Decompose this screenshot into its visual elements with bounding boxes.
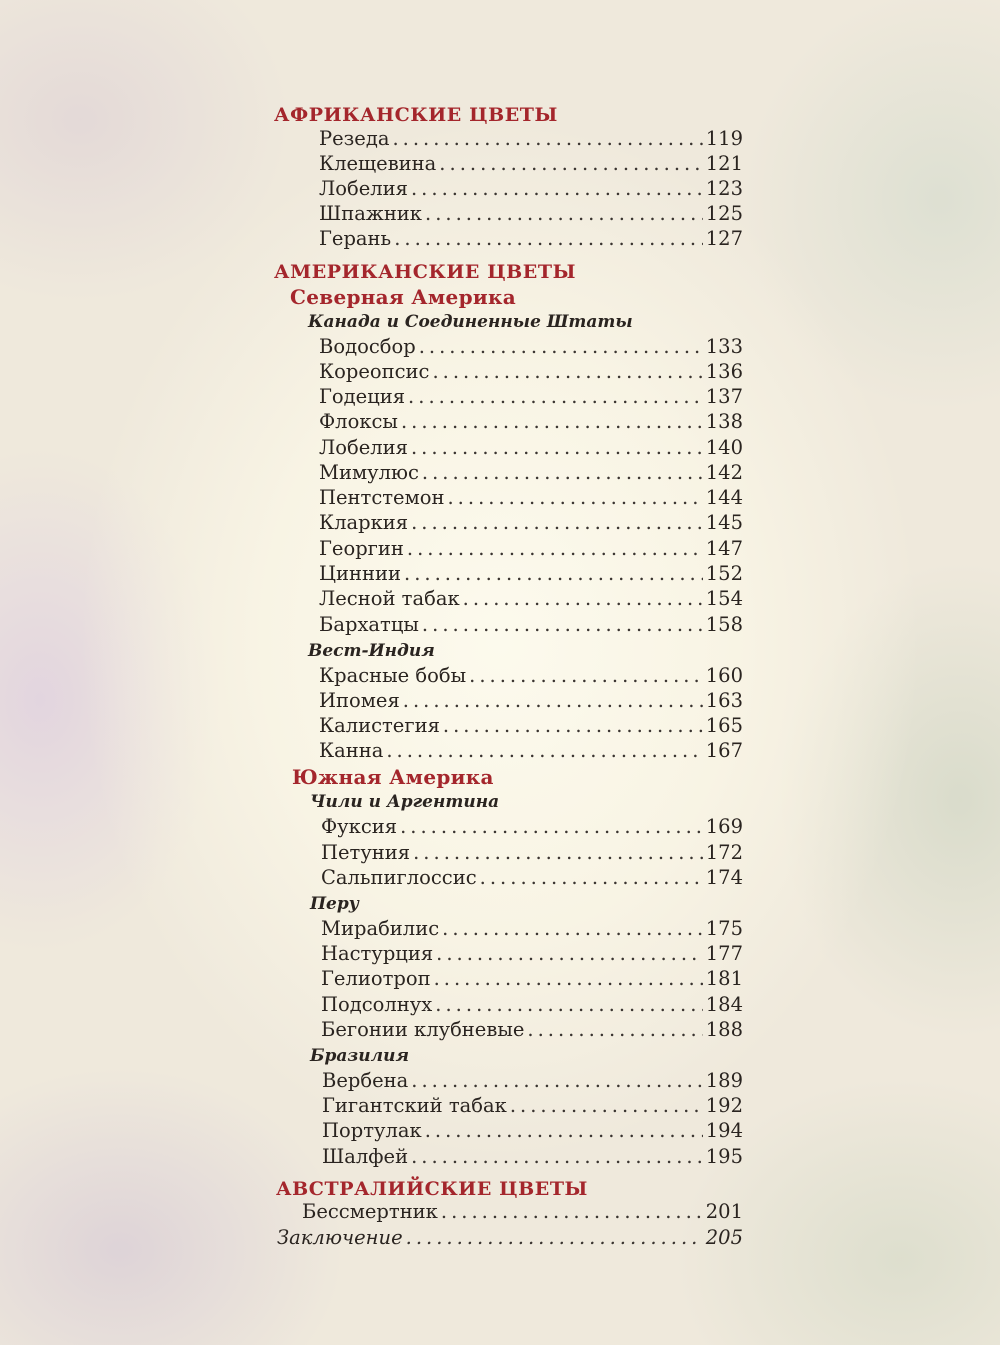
entry-title: Шпажник (319, 202, 422, 225)
entry-page: 137 (705, 385, 743, 408)
entry-title: Герань (319, 227, 392, 250)
entry-page: 172 (705, 841, 743, 864)
toc-entry (319, 360, 743, 383)
toc-entry (319, 385, 743, 408)
dot-leader (469, 664, 703, 687)
entry-page: 125 (705, 202, 743, 225)
dot-leader (434, 967, 703, 990)
entry-page: 142 (705, 461, 743, 484)
entry-page: 195 (705, 1145, 743, 1168)
toc-entry (319, 714, 743, 737)
dot-leader (386, 739, 702, 762)
entry-title: Гигантский табак (322, 1094, 507, 1117)
entry-page: 160 (705, 664, 743, 687)
dot-leader (510, 1094, 703, 1117)
dot-leader (407, 537, 703, 560)
entry-page: 152 (705, 562, 743, 585)
entry-page: 167 (705, 739, 743, 762)
dot-leader (436, 942, 703, 965)
dot-leader (411, 1145, 703, 1168)
entry-title: Портулак (322, 1119, 422, 1142)
dot-leader (442, 917, 703, 940)
dot-leader (441, 1200, 703, 1223)
subsection-heading-north-america: Северная Америка (290, 285, 516, 309)
entry-title: Подсолнух (321, 993, 433, 1016)
dot-leader (411, 436, 703, 459)
dot-leader (400, 815, 703, 838)
entry-title: Петуния (321, 841, 411, 864)
entry-title: Мирабилис (321, 917, 440, 940)
entry-page: 154 (705, 587, 743, 610)
entry-title: Настурция (321, 942, 434, 965)
entry-title: Красные бобы (319, 664, 467, 687)
dot-leader (411, 1069, 703, 1092)
entry-page: 140 (705, 436, 743, 459)
toc-entry (319, 511, 743, 534)
dot-leader (422, 613, 703, 636)
toc-entry-conclusion (277, 1226, 743, 1249)
entry-page: 175 (705, 917, 743, 940)
dot-leader (439, 152, 702, 175)
entry-page: 177 (705, 942, 743, 965)
toc-entry (319, 537, 743, 560)
toc-entry (321, 993, 743, 1016)
dot-leader (443, 714, 703, 737)
entry-title: Кларкия (319, 511, 409, 534)
entry-page: 144 (705, 486, 743, 509)
entry-page: 184 (705, 993, 743, 1016)
entry-page: 136 (705, 360, 743, 383)
entry-page: 188 (705, 1018, 743, 1041)
dot-leader (404, 562, 703, 585)
entry-page: 121 (705, 152, 743, 175)
toc-entry (319, 587, 743, 610)
entry-title: Бархатцы (319, 613, 419, 636)
entry-title: Клещевина (319, 152, 437, 175)
entry-title: Вербена (322, 1069, 409, 1092)
dot-leader (411, 177, 703, 200)
entry-page: 192 (705, 1094, 743, 1117)
toc-entry (321, 917, 743, 940)
dot-leader (432, 360, 702, 383)
dot-leader (403, 689, 703, 712)
entry-title: Годеция (319, 385, 406, 408)
entry-page: 205 (705, 1226, 743, 1249)
region-heading-peru: Перу (310, 894, 359, 914)
toc-entry (319, 562, 743, 585)
dot-leader (463, 587, 703, 610)
entry-title: Пентстемон (319, 486, 445, 509)
entry-page: 147 (705, 537, 743, 560)
toc-entry (321, 815, 743, 838)
entry-title: Мимулюс (319, 461, 419, 484)
entry-page: 133 (705, 335, 743, 358)
toc-entry (322, 1069, 743, 1092)
toc-entry (322, 1094, 743, 1117)
toc-entry (321, 1018, 743, 1041)
entry-page: 174 (705, 866, 743, 889)
toc-entry (319, 486, 743, 509)
toc-entry (322, 1145, 743, 1168)
entry-title: Калистегия (319, 714, 440, 737)
toc-entry (322, 1119, 743, 1142)
entry-title: Лобелия (319, 436, 408, 459)
dot-leader (422, 461, 703, 484)
toc-entry (321, 942, 743, 965)
section-heading-africa: АФРИКАНСКИЕ ЦВЕТЫ (274, 104, 558, 126)
entry-title: Лесной табак (319, 587, 460, 610)
toc-entry (319, 410, 743, 433)
entry-title: Резеда (319, 127, 390, 150)
entry-title: Георгин (319, 537, 404, 560)
dot-leader (392, 127, 702, 150)
entry-page: 123 (705, 177, 743, 200)
entry-title: Шалфей (322, 1145, 409, 1168)
dot-leader (527, 1018, 702, 1041)
entry-title: Канна (319, 739, 384, 762)
toc-entry (319, 202, 743, 225)
region-heading-brazil: Бразилия (310, 1046, 409, 1066)
toc-entry (321, 866, 743, 889)
entry-page: 181 (705, 967, 743, 990)
entry-title: Гелиотроп (321, 967, 431, 990)
section-heading-australia: АВСТРАЛИЙСКИЕ ЦВЕТЫ (276, 1178, 588, 1200)
toc-entry (319, 461, 743, 484)
entry-title: Лобелия (319, 177, 408, 200)
entry-page: 158 (705, 613, 743, 636)
section-heading-america: АМЕРИКАНСКИЕ ЦВЕТЫ (274, 261, 577, 283)
toc-entry (319, 152, 743, 175)
entry-title: Ипомея (319, 689, 400, 712)
entry-title: Циннии (319, 562, 401, 585)
entry-page: 119 (705, 127, 743, 150)
dot-leader (401, 410, 703, 433)
toc-entry (319, 436, 743, 459)
subsection-heading-south-america: Южная Америка (292, 765, 494, 789)
dot-leader (425, 1119, 703, 1142)
toc-entry (302, 1200, 743, 1223)
region-heading-canada-usa: Канада и Соединенные Штаты (308, 312, 633, 332)
entry-title: Кореопсис (319, 360, 430, 383)
entry-page: 145 (705, 511, 743, 534)
region-heading-chile-argentina: Чили и Аргентина (310, 792, 500, 812)
toc-entry (319, 664, 743, 687)
toc-entry (319, 177, 743, 200)
dot-leader (413, 841, 703, 864)
entry-page: 163 (705, 689, 743, 712)
entry-page: 201 (705, 1200, 743, 1223)
entry-title: Фуксия (321, 815, 398, 838)
entry-page: 138 (705, 410, 743, 433)
toc-entry (319, 127, 743, 150)
entry-title: Заключение (277, 1226, 403, 1249)
dot-leader (419, 335, 703, 358)
entry-title: Сальпиглоссис (321, 866, 477, 889)
toc-entry (319, 335, 743, 358)
toc-entry (319, 689, 743, 712)
entry-page: 165 (705, 714, 743, 737)
dot-leader (480, 866, 703, 889)
toc-entry (321, 841, 743, 864)
entry-title: Бессмертник (302, 1200, 438, 1223)
toc-entry (319, 227, 743, 250)
entry-page: 194 (705, 1119, 743, 1142)
entry-page: 127 (705, 227, 743, 250)
toc-entry (319, 613, 743, 636)
entry-title: Водосбор (319, 335, 416, 358)
dot-leader (394, 227, 703, 250)
toc-entry (321, 967, 743, 990)
entry-page: 189 (705, 1069, 743, 1092)
dot-leader (408, 385, 703, 408)
region-heading-west-indies: Вест-Индия (308, 641, 435, 661)
dot-leader (411, 511, 703, 534)
dot-leader (447, 486, 702, 509)
dot-leader (406, 1226, 703, 1249)
toc-entry (319, 739, 743, 762)
entry-title: Флоксы (319, 410, 398, 433)
entry-title: Бегонии клубневые (321, 1018, 525, 1041)
dot-leader (425, 202, 703, 225)
entry-page: 169 (705, 815, 743, 838)
dot-leader (435, 993, 702, 1016)
